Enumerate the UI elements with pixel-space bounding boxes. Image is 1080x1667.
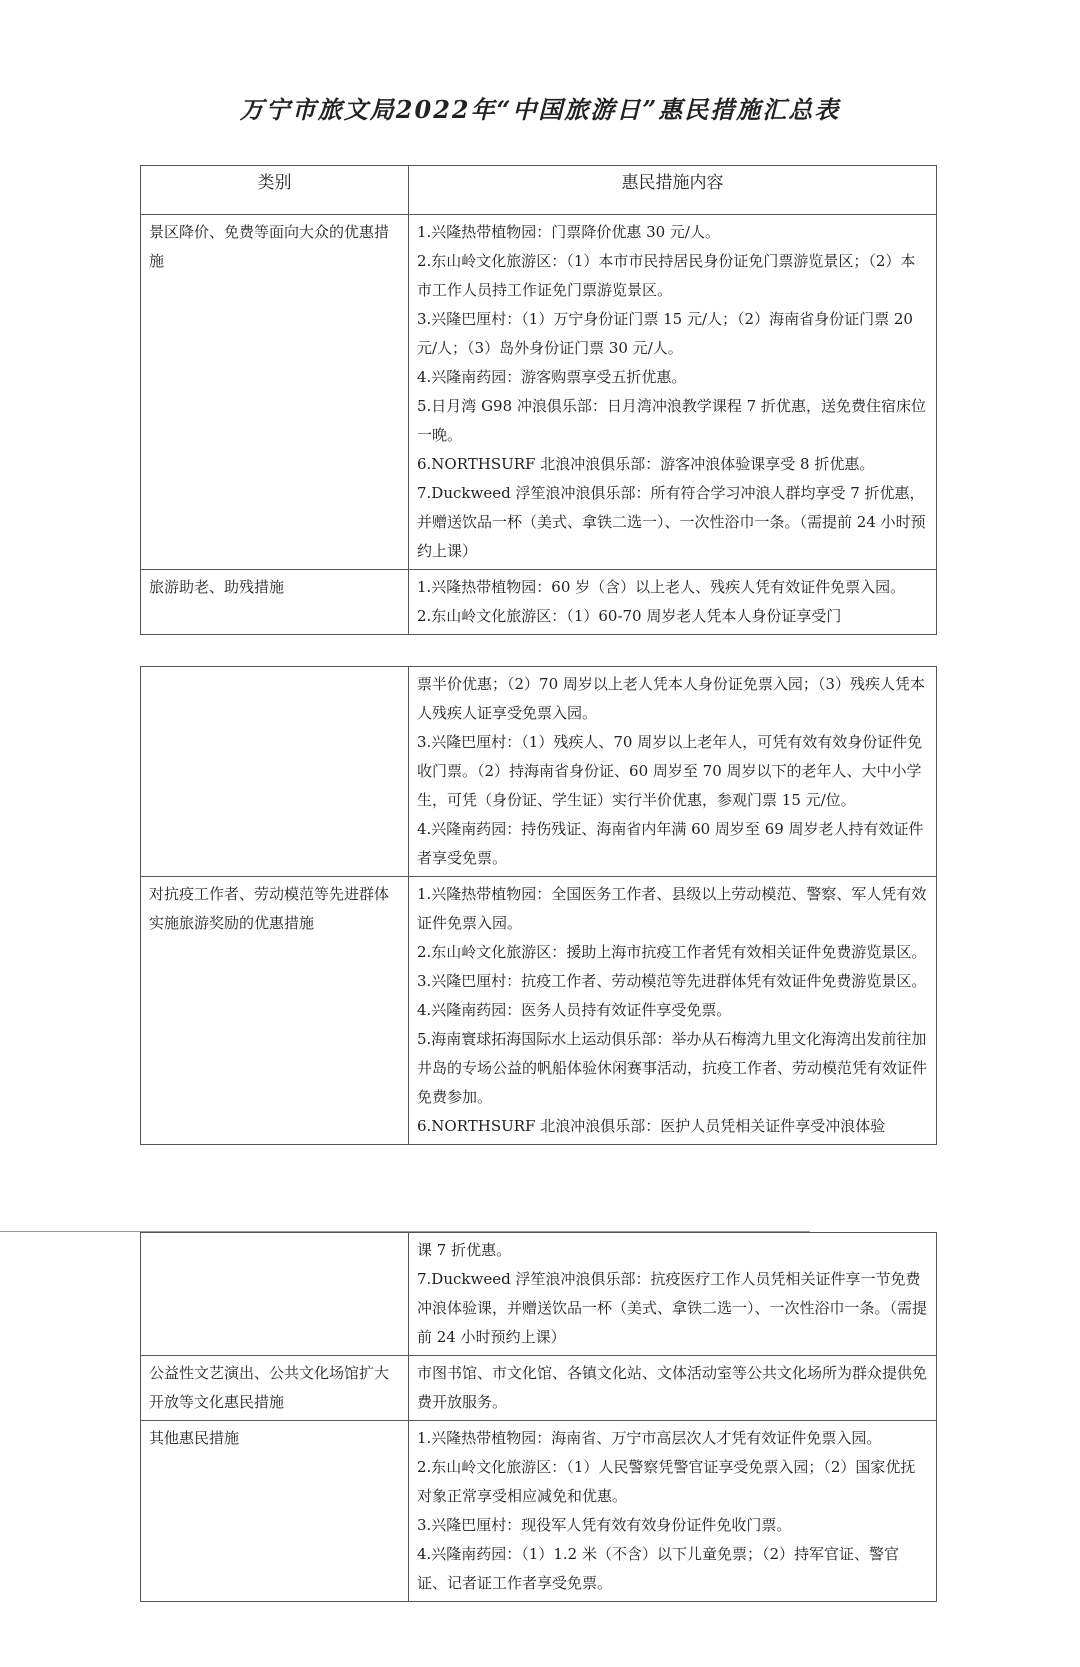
category-cell: 对抗疫工作者、劳动模范等先进群体实施旅游奖励的优惠措施 <box>141 877 409 1145</box>
measure-line: 市图书馆、市文化馆、各镇文化站、文体活动室等公共文化场所为群众提供免费开放服务。 <box>417 1364 928 1411</box>
category-cell: 景区降价、免费等面向大众的优惠措施 <box>141 215 409 570</box>
measure-line: 1.兴隆热带植物园：全国医务工作者、县级以上劳动模范、警察、军人凭有效证件免票入园。 <box>417 885 927 932</box>
measure-line: 3.兴隆巴厘村：（1）残疾人、70 周岁以上老年人，可凭有效有效身份证件免收门票。（2）持海南省身份证、60 周岁至 70 周岁以下的老年人、大中小学生，可凭（身份证、学生证）实行半价优惠，参观门票 15 元/位。 <box>417 733 923 809</box>
measure-line: 4.兴隆南药园：游客购票享受五折优惠。 <box>417 368 687 386</box>
content-cell <box>409 877 937 1145</box>
measure-line: 4.兴隆南药园：医务人员持有效证件享受免票。 <box>417 1001 732 1019</box>
category-cell <box>141 667 409 877</box>
measure-line: 1.兴隆热带植物园：60 岁（含）以上老人、残疾人凭有效证件免票入园。 <box>417 578 906 596</box>
table-row <box>141 570 937 635</box>
content-cell <box>409 215 937 570</box>
category-cell: 旅游助老、助残措施 <box>141 570 409 635</box>
table-row <box>141 877 937 1145</box>
measure-line: 4.兴隆南药园：（1）1.2 米（不含）以下儿童免票；（2）持军官证、警官证、记者证工作者享受免票。 <box>417 1545 900 1592</box>
category-cell: 其他惠民措施 <box>141 1421 409 1602</box>
category-cell <box>141 1233 409 1356</box>
table-row <box>141 1233 937 1356</box>
measure-line: 6.NORTHSURF 北浪冲浪俱乐部：医护人员凭相关证件享受冲浪体验 <box>417 1117 886 1135</box>
measure-line: 7.Duckweed 浮笙浪冲浪俱乐部：所有符合学习冲浪人群均享受 7 折优惠，并赠送饮品一杯（美式、拿铁二选一）、一次性浴巾一条。（需提前 24 小时预约上课） <box>417 484 926 560</box>
table-row <box>141 1356 937 1421</box>
measure-line: 课 7 折优惠。 <box>417 1241 512 1259</box>
measure-line: 6.NORTHSURF 北浪冲浪俱乐部：游客冲浪体验课享受 8 折优惠。 <box>417 455 875 473</box>
category-cell: 公益性文艺演出、公共文化场馆扩大开放等文化惠民措施 <box>141 1356 409 1421</box>
content-cell <box>409 1421 937 1602</box>
measure-line: 3.兴隆巴厘村：抗疫工作者、劳动模范等先进群体凭有效证件免费游览景区。 <box>417 972 927 990</box>
measures-table-part-2 <box>140 666 937 1145</box>
table-row <box>141 215 937 570</box>
measure-line: 2.东山岭文化旅游区：（1）60-70 周岁老人凭本人身份证享受门 <box>417 607 842 625</box>
content-cell <box>409 1233 937 1356</box>
measure-line: 4.兴隆南药园：持伤残证、海南省内年满 60 周岁至 69 周岁老人持有效证件者享受免票。 <box>417 820 924 867</box>
measure-line: 1.兴隆热带植物园：海南省、万宁市高层次人才凭有效证件免票入园。 <box>417 1429 882 1447</box>
measure-line: 3.兴隆巴厘村：（1）万宁身份证门票 15 元/人；（2）海南省身份证门票 20 元/人；（3）岛外身份证门票 30 元/人。 <box>417 310 913 357</box>
measure-line: 2.东山岭文化旅游区：（1）本市市民持居民身份证免门票游览景区；（2）本市工作人员持工作证免门票游览景区。 <box>417 252 916 299</box>
content-cell <box>409 1356 937 1421</box>
content-cell <box>409 570 937 635</box>
measures-table-part-1 <box>140 165 937 635</box>
measure-line: 7.Duckweed 浮笙浪冲浪俱乐部：抗疫医疗工作人员凭相关证件享一节免费冲浪体验课，并赠送饮品一杯（美式、拿铁二选一）、一次性浴巾一条。（需提前 24 小时预约上课） <box>417 1270 928 1346</box>
measure-line: 2.东山岭文化旅游区：（1）人民警察凭警官证享受免票入园；（2）国家优抚对象正常享受相应减免和优惠。 <box>417 1458 916 1505</box>
measure-line: 2.东山岭文化旅游区：援助上海市抗疫工作者凭有效相关证件免费游览景区。 <box>417 943 927 961</box>
measure-line: 3.兴隆巴厘村：现役军人凭有效有效身份证件免收门票。 <box>417 1516 792 1534</box>
page-title: 万宁市旅文局2022年“中国旅游日”惠民措施汇总表 <box>239 95 841 124</box>
header-category: 类别 <box>141 166 409 215</box>
table-header-row <box>141 166 937 215</box>
measure-line: 5.海南寰球拓海国际水上运动俱乐部：举办从石梅湾九里文化海湾出发前往加井岛的专场公益的帆船体验休闲赛事活动，抗疫工作者、劳动模范凭有效证件免费参加。 <box>417 1030 928 1106</box>
measure-line: 1.兴隆热带植物园：门票降价优惠 30 元/人。 <box>417 223 720 241</box>
measures-table-part-3 <box>140 1232 937 1602</box>
table-row <box>141 1421 937 1602</box>
content-cell <box>409 667 937 877</box>
header-content: 惠民措施内容 <box>409 166 937 215</box>
measure-line: 5.日月湾 G98 冲浪俱乐部：日月湾冲浪教学课程 7 折优惠，送免费住宿床位一晚。 <box>417 397 926 444</box>
measure-line: 票半价优惠；（2）70 周岁以上老人凭本人身份证免票入园；（3）残疾人凭本人残疾人证享受免票入园。 <box>417 675 925 722</box>
table-row <box>141 667 937 877</box>
